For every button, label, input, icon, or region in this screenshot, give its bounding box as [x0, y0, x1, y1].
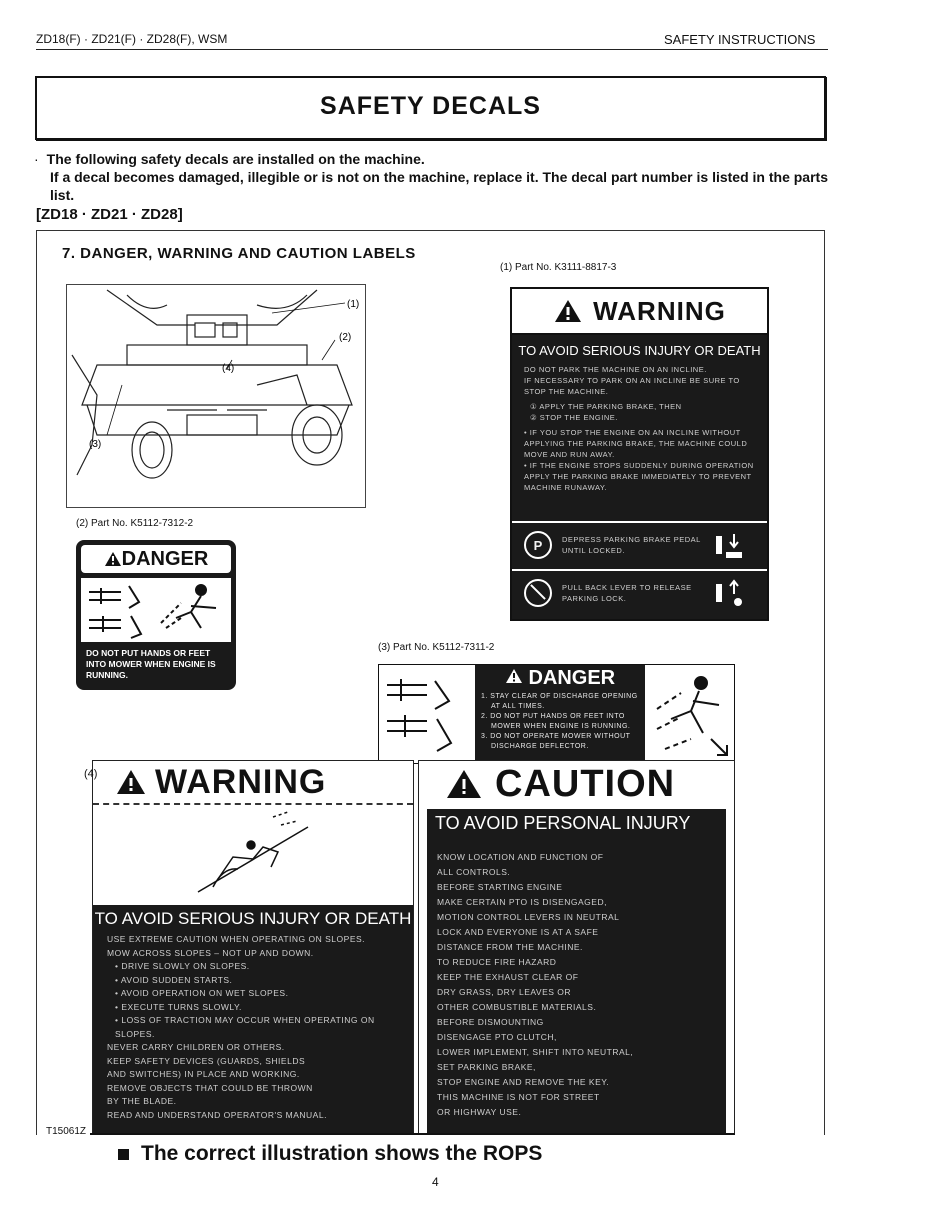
- square-bullet-icon: [118, 1149, 129, 1160]
- decal4-subheading: TO AVOID SERIOUS INJURY OR DEATH: [94, 909, 412, 928]
- decal1-line: MACHINE RUNAWAY.: [524, 483, 608, 492]
- decal4-line: READ AND UNDERSTAND OPERATOR'S MANUAL.: [107, 1109, 327, 1120]
- decal4-heading: WARNING: [155, 762, 327, 801]
- decal5-line: KEEP THE EXHAUST CLEAR OF: [437, 972, 579, 982]
- decal5-line: ALL CONTROLS.: [437, 867, 511, 877]
- hand-foot-hazard-icon: [81, 578, 231, 642]
- decal5-line: DISTANCE FROM THE MACHINE.: [437, 942, 583, 952]
- footnote-text: The correct illustration shows the ROPS: [141, 1142, 543, 1165]
- pedal-icon: [712, 530, 746, 560]
- intro-models: [ZD18 · ZD21 · ZD28]: [36, 206, 183, 223]
- mower-drawing: [67, 285, 365, 507]
- header-section-name: SAFETY INSTRUCTIONS: [664, 32, 816, 47]
- decal3-text-panel: [475, 665, 645, 763]
- decal5-line: TO REDUCE FIRE HAZARD: [437, 957, 557, 967]
- decal1-row-brake: [512, 521, 767, 567]
- header-rule: [36, 49, 828, 50]
- decal1-header: [512, 289, 767, 335]
- decal3-header: [475, 667, 645, 690]
- decal2-caption: (2) Part No. K5112-7312-2: [76, 518, 194, 529]
- decal5-subheading: TO AVOID PERSONAL INJURY: [435, 813, 691, 833]
- callout-1: (1): [347, 299, 360, 310]
- decal5-line: MOTION CONTROL LEVERS IN NEUTRAL: [437, 912, 620, 922]
- decal1-line: DO NOT PARK THE MACHINE ON AN INCLINE.: [524, 365, 707, 374]
- thrown-object-hazard-icon: [651, 669, 731, 759]
- footnote: [118, 1142, 542, 1166]
- decal3-line: 3. DO NOT OPERATE MOWER WITHOUT: [481, 733, 631, 740]
- decal4-line: KEEP SAFETY DEVICES (GUARDS, SHIELDS: [107, 1055, 306, 1066]
- decal5-lines: [427, 834, 726, 1120]
- decal5-text-panel: [427, 809, 726, 1133]
- decal1-line: • IF THE ENGINE STOPS SUDDENLY DURING OPERATION: [524, 461, 754, 470]
- intro-line-2: If a decal becomes damaged, illegible or is not on the machine, replace it. The decal part number is listed in the parts list.: [50, 169, 828, 203]
- page-title: SAFETY DECALS: [320, 92, 541, 120]
- decal2-pictogram: [81, 578, 231, 642]
- decal3-line: MOWER WHEN ENGINE IS RUNNING.: [491, 723, 631, 730]
- callout-4: (4): [222, 363, 235, 374]
- rollover-slope-icon: [193, 807, 313, 897]
- decal5-line: BEFORE DISMOUNTING: [437, 1017, 544, 1027]
- decal4-line: • AVOID SUDDEN STARTS.: [115, 974, 233, 985]
- decal4-line: • AVOID OPERATION ON WET SLOPES.: [115, 988, 289, 998]
- decal3-line: 1. STAY CLEAR OF DISCHARGE OPENING: [481, 693, 638, 700]
- decal4-line: MOW ACROSS SLOPES – NOT UP AND DOWN.: [107, 947, 314, 958]
- decal5-line: DRY GRASS, DRY LEAVES OR: [437, 987, 572, 997]
- decal5-line: KNOW LOCATION AND FUNCTION OF: [437, 852, 604, 862]
- decal3-caption: (3) Part No. K5112-7311-2: [378, 642, 495, 653]
- header-manual-id: ZD18(F) · ZD21(F) · ZD28(F), WSM: [36, 32, 228, 46]
- callout-3: (3): [89, 439, 102, 450]
- decal5-header: [419, 761, 734, 807]
- intro-line-1-text: The following safety decals are installed on the machine.: [46, 151, 425, 167]
- caution-triangle-icon: [445, 768, 483, 800]
- decal4-line: USE EXTREME CAUTION WHEN OPERATING ON SLOPES.: [107, 934, 366, 944]
- warning-triangle-icon: [115, 768, 147, 796]
- section-bottom-rule: [90, 1133, 735, 1135]
- decal1-caption: (1) Part No. K3111-8817-3: [500, 262, 617, 273]
- decal2-heading: DANGER: [121, 547, 209, 570]
- decal2-text: DO NOT PUT HANDS OR FEET INTO MOWER WHEN ENGINE IS RUNNING.: [86, 648, 216, 680]
- decal1-heading: WARNING: [593, 295, 726, 326]
- decal3-lines: [475, 690, 645, 754]
- page-number: 4: [432, 1175, 439, 1189]
- title-box: [35, 76, 826, 140]
- decal4-line: AND SWITCHES) IN PLACE AND WORKING.: [107, 1069, 300, 1079]
- decal5-line: LOCK AND EVERYONE IS AT A SAFE: [437, 927, 599, 937]
- decal3-line: AT ALL TIMES.: [491, 703, 545, 710]
- parking-brake-icon: P: [524, 531, 552, 559]
- decal1-line: APPLYING THE PARKING BRAKE, THE MACHINE COULD: [524, 439, 748, 448]
- decal4-slope-warning: [92, 760, 414, 1134]
- warning-triangle-icon: [553, 298, 583, 324]
- hand-foot-hazard-icon: [383, 671, 473, 757]
- decal3-line: DISCHARGE DEFLECTOR.: [491, 743, 589, 750]
- decal4-lines: [93, 929, 413, 1126]
- lever-icon: [712, 578, 746, 608]
- decal4-line: • LOSS OF TRACTION MAY OCCUR WHEN OPERATING ON SLOPES.: [115, 1015, 375, 1039]
- decal5-line: DISENGAGE PTO CLUTCH,: [437, 1032, 557, 1042]
- bullet-mark: ·: [34, 151, 39, 167]
- callout-4-label: (4): [84, 768, 98, 780]
- decal5-line: BEFORE STARTING ENGINE: [437, 882, 563, 892]
- decal2-header: [81, 545, 231, 573]
- decal1-row2-text: PULL BACK LEVER TO RELEASE PARKING LOCK.: [562, 583, 692, 603]
- decal1-lines: [512, 358, 767, 493]
- decal4-text-panel: [93, 905, 413, 1133]
- machine-illustration: [66, 284, 366, 508]
- release-lock-icon: [524, 579, 552, 607]
- decal1-line: APPLY THE PARKING BRAKE IMMEDIATELY TO PREVENT: [524, 472, 752, 481]
- decal1-parking-warning: [510, 287, 769, 621]
- decal5-line: OTHER COMBUSTIBLE MATERIALS.: [437, 1002, 597, 1012]
- decal5-line: LOWER IMPLEMENT, SHIFT INTO NEUTRAL,: [437, 1047, 634, 1057]
- decal1-line: MOVE AND RUN AWAY.: [524, 450, 615, 459]
- figure-id: T15061Z: [46, 1126, 87, 1137]
- intro-line-1: [36, 150, 836, 168]
- decal4-line: NEVER CARRY CHILDREN OR OTHERS.: [107, 1042, 285, 1052]
- decal4-line: REMOVE OBJECTS THAT COULD BE THROWN: [107, 1082, 313, 1093]
- decal4-line: • EXECUTE TURNS SLOWLY.: [115, 1001, 242, 1012]
- callout-2: (2): [339, 332, 352, 343]
- section-title: 7. DANGER, WARNING AND CAUTION LABELS: [62, 245, 416, 262]
- decal1-line: STOP THE MACHINE.: [524, 387, 609, 396]
- decal5-heading: CAUTION: [495, 762, 676, 805]
- decal1-line: • IF YOU STOP THE ENGINE ON AN INCLINE WITHOUT: [524, 428, 741, 437]
- decal1-row1-text: DEPRESS PARKING BRAKE PEDAL UNTIL LOCKED.: [562, 535, 701, 555]
- decal3-discharge-danger: [378, 664, 735, 764]
- decal4-line: BY THE BLADE.: [107, 1096, 177, 1106]
- decal1-line: IF NECESSARY TO PARK ON AN INCLINE BE SURE TO: [524, 376, 740, 385]
- danger-triangle-icon: [104, 551, 122, 567]
- decal5-caution: [418, 760, 735, 1134]
- decal2-mower-danger: [76, 540, 236, 690]
- decal1-line: ② STOP THE ENGINE.: [530, 413, 618, 422]
- decal5-line: STOP ENGINE AND REMOVE THE KEY.: [437, 1077, 610, 1087]
- decal1-subheading: TO AVOID SERIOUS INJURY OR DEATH: [518, 343, 761, 358]
- decal3-line: 2. DO NOT PUT HANDS OR FEET INTO: [481, 713, 625, 720]
- decal4-header: [93, 761, 413, 805]
- decal5-line: MAKE CERTAIN PTO IS DISENGAGED,: [437, 897, 607, 907]
- decal5-line: THIS MACHINE IS NOT FOR STREET: [437, 1092, 600, 1102]
- danger-triangle-icon: [505, 668, 523, 684]
- intro-text: [36, 150, 836, 224]
- decal4-line: • DRIVE SLOWLY ON SLOPES.: [115, 961, 250, 971]
- decal5-line: OR HIGHWAY USE.: [437, 1107, 522, 1117]
- decal1-row-lever: [512, 569, 767, 615]
- decal3-heading: DANGER: [528, 667, 616, 689]
- decal5-line: SET PARKING BRAKE,: [437, 1062, 536, 1072]
- decal1-line: ① APPLY THE PARKING BRAKE, THEN: [530, 402, 682, 411]
